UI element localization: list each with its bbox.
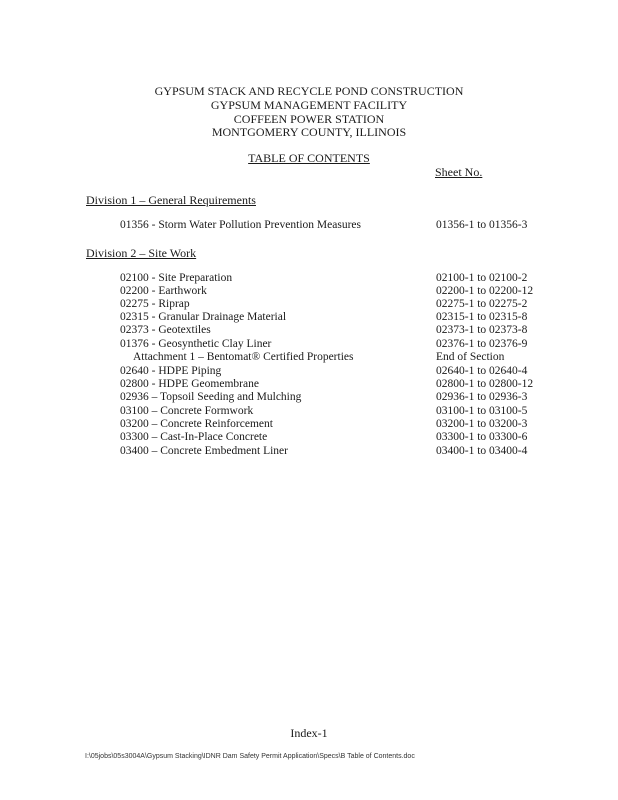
toc-item: 02800 - HDPE Geomembrane: [120, 378, 259, 390]
toc-row: [0, 365, 618, 378]
header-line-2: GYPSUM MANAGEMENT FACILITY: [210, 98, 408, 112]
toc-item: 02100 - Site Preparation: [120, 272, 233, 284]
toc-range: 02200-1 to 02200-12: [436, 285, 534, 297]
toc-range: 03100-1 to 03100-5: [436, 405, 528, 417]
toc-row: [0, 431, 618, 444]
toc-row: [0, 298, 618, 311]
header-line-1: GYPSUM STACK AND RECYCLE POND CONSTRUCTION: [154, 84, 464, 98]
toc-item: Attachment 1 – Bentomat® Certified Properties: [133, 351, 354, 363]
toc-title: TABLE OF CONTENTS: [248, 151, 370, 165]
toc-item: 02373 - Geotextiles: [120, 324, 211, 336]
page-number: Index-1: [290, 726, 328, 740]
sheet-no-label: Sheet No.: [435, 165, 483, 179]
toc-row-attachment: [0, 351, 618, 364]
toc-row: [0, 311, 618, 324]
toc-row: [0, 338, 618, 351]
toc-item: 01376 - Geosynthetic Clay Liner: [120, 338, 272, 350]
toc-range: 03300-1 to 03300-6: [436, 431, 528, 443]
toc-range: 02100-1 to 02100-2: [436, 272, 528, 284]
toc-range: End of Section: [436, 351, 505, 363]
division-2-title: Division 2 – Site Work: [86, 246, 197, 260]
toc-item: 02640 - HDPE Piping: [120, 365, 222, 377]
toc-range: 02373-1 to 02373-8: [436, 324, 528, 336]
header-line-3: COFFEEN POWER STATION: [233, 112, 385, 126]
toc-item: 02936 – Topsoil Seeding and Mulching: [120, 391, 302, 403]
toc-row: [0, 324, 618, 337]
toc-item: 03400 – Concrete Embedment Liner: [120, 445, 288, 457]
toc-range: 03400-1 to 03400-4: [436, 445, 528, 457]
toc-row: [0, 219, 618, 232]
toc-range: 03200-1 to 03200-3: [436, 418, 528, 430]
toc-range: 02275-1 to 02275-2: [436, 298, 528, 310]
header-line-4: MONTGOMERY COUNTY, ILLINOIS: [211, 125, 407, 139]
toc-range: 02315-1 to 02315-8: [436, 311, 528, 323]
toc-range: 01356-1 to 01356-3: [436, 219, 528, 231]
toc-range: 02800-1 to 02800-12: [436, 378, 534, 390]
toc-row: [0, 405, 618, 418]
toc-item: 01356 - Storm Water Pollution Prevention Measures: [120, 219, 361, 231]
toc-row: [0, 285, 618, 298]
toc-row: [0, 391, 618, 404]
toc-item: 03300 – Cast-In-Place Concrete: [120, 431, 268, 443]
toc-item: 03200 – Concrete Reinforcement: [120, 418, 273, 430]
toc-row: [0, 445, 618, 458]
toc-range: 02640-1 to 02640-4: [436, 365, 528, 377]
toc-item: 02200 - Earthwork: [120, 285, 207, 297]
toc-range: 02936-1 to 02936-3: [436, 391, 528, 403]
toc-item: 03100 – Concrete Formwork: [120, 405, 254, 417]
footer-file-path: I:\05jobs\05s3004A\Gypsum Stacking\IDNR Dam Safety Permit Application\Specs\B Table of Contents.doc: [85, 753, 415, 760]
toc-row: [0, 272, 618, 285]
toc-range: 02376-1 to 02376-9: [436, 338, 528, 350]
toc-item: 02275 - Riprap: [120, 298, 190, 310]
division-1-title: Division 1 – General Requirements: [86, 193, 256, 207]
toc-item: 02315 - Granular Drainage Material: [120, 311, 287, 323]
toc-row: [0, 378, 618, 391]
toc-row: [0, 418, 618, 431]
